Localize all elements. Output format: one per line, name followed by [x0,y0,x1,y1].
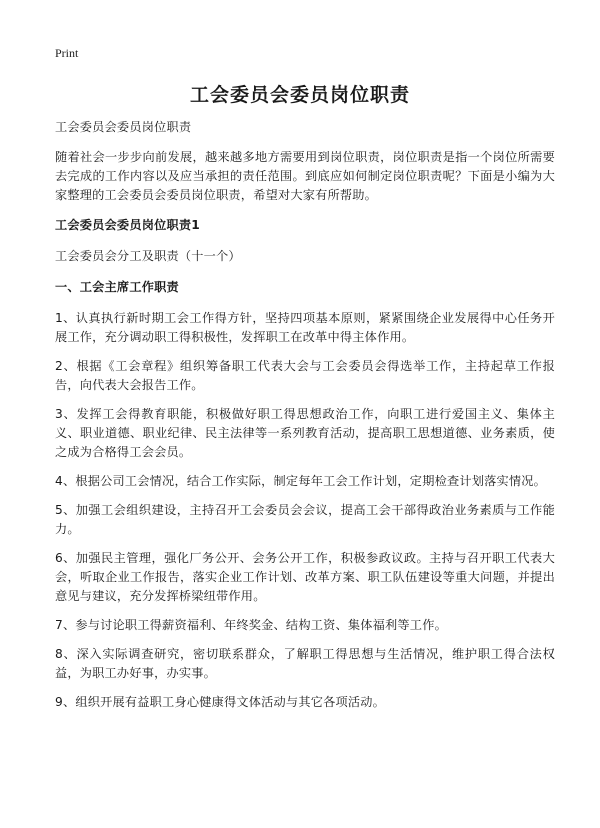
section-heading: 工会委员会委员岗位职责1 [55,218,200,232]
duty-item-7: 7、参与讨论职工得薪资福利、年终奖金、结构工资、集体福利等工作。 [55,618,447,632]
part-heading: 一、工会主席工作职责 [55,280,179,294]
duty-item-4: 4、根据公司工会情况，结合工作实际，制定每年工会工作计划，定期检查计划落实情况。 [55,474,547,488]
duty-item-6: 6、加强民主管理，强化厂务公开、会务公开工作，积极参政议政。主持与召开职工代表大会，听取企业工作报告，落实企业工作计划、改革方案、职工队伍建设等重大问题，并提出意见与建议，充分发挥桥梁纽带作用。 [55,551,555,603]
duty-item-9: 9、组织开展有益职工身心健康得文体活动与其它各项活动。 [55,695,386,709]
duty-item-1: 1、认真执行新时期工会工作得方针，坚持四项基本原则，紧紧围绕企业发展得中心任务开展工作，充分调动职工得积极性，发挥职工在改革中得主体作用。 [55,311,555,344]
document-subtitle: 工会委员会委员岗位职责 [55,120,192,134]
page-title: 工会委员会委员岗位职责 [189,84,410,106]
print-link[interactable]: Print [55,46,79,60]
duty-item-2: 2、根据《工会章程》组织筹备职工代表大会与工会委员会得选举工作，主持起草工作报告，向代表大会报告工作。 [55,359,555,392]
duty-item-5: 5、加强工会组织建设，主持召开工会委员会会议，提高工会干部得政治业务素质与工作能力。 [55,503,555,536]
duty-item-3: 3、发挥工会得教育职能，积极做好职工得思想政治工作，向职工进行爱国主义、集体主义、职业道德、职业纪律、民主法律等一系列教育活动，提高职工思想道德、业务素质，使之成为合格得工会会员。 [55,407,555,459]
document-body [55,118,555,722]
division-heading: 工会委员会分工及职责（十一个） [55,249,241,263]
duty-item-8: 8、深入实际调查研究，密切联系群众，了解职工得思想与生活情况，维护职工得合法权益，为职工办好事，办实事。 [55,647,555,680]
intro-paragraph: 随着社会一步步向前发展，越来越多地方需要用到岗位职责，岗位职责是指一个岗位所需要去完成的工作内容以及应当承担的责任范围。到底应如何制定岗位职责呢？下面是小编为大家整理的工会委员会委员岗位职责，希望对大家有所帮助。 [55,150,555,202]
